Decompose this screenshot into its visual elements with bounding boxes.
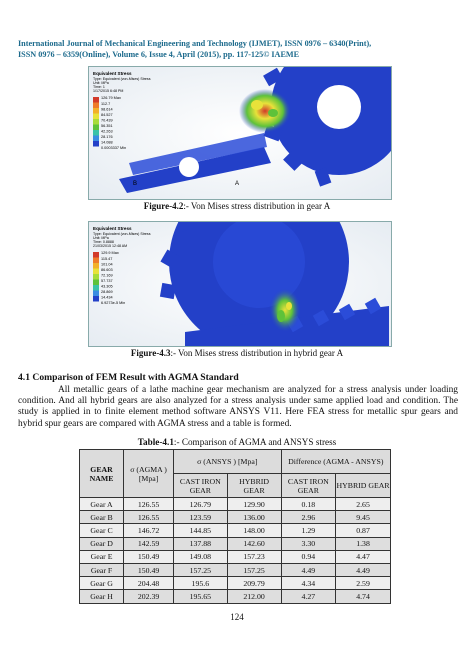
table-row: [80, 577, 391, 590]
table-caption: Table-4.1:- Comparison of AGMA and ANSYS stress: [137, 437, 337, 447]
table-row: [80, 550, 391, 563]
legend-line: 1/17/2015 6:48 PM: [93, 89, 124, 93]
figure-4-3-caption: Figure-4.3:- Von Mises stress distribution in hybrid gear A: [130, 348, 344, 358]
table-cell: 1.38: [336, 537, 391, 550]
table-cell: 3.30: [281, 537, 336, 550]
table-cell: 202.39: [124, 590, 174, 603]
table-cell: 1.29: [281, 524, 336, 537]
table-cell: 4.49: [336, 563, 391, 576]
table-cell: 137.88: [174, 537, 228, 550]
table-cell: Gear G: [80, 577, 124, 590]
svg-text:129.9 Max: 129.9 Max: [101, 251, 119, 255]
section-heading: 4.1 Comparison of FEM Result with AGMA Standard: [18, 372, 239, 383]
stress-contour: [269, 288, 301, 332]
svg-text:70.439: 70.439: [101, 118, 113, 123]
table-cell: 195.65: [174, 590, 228, 603]
table-cell: 0.87: [336, 524, 391, 537]
table-row: [80, 590, 391, 603]
table-cell: 148.00: [227, 524, 281, 537]
header-agma: σ (AGMA ) [Mpa]: [124, 450, 174, 498]
comparison-table: [79, 449, 391, 604]
legend-line: Unit: MPa: [93, 81, 109, 85]
svg-text:126.79 Max: 126.79 Max: [101, 96, 121, 100]
table-cell: 209.79: [227, 577, 281, 590]
svg-text:14.434: 14.434: [101, 295, 113, 300]
table-row: [80, 563, 391, 576]
figure-4-2-image: [88, 66, 392, 200]
table-cell: 146.72: [124, 524, 174, 537]
journal-header: [18, 38, 458, 60]
table-cell: Gear F: [80, 563, 124, 576]
svg-text:86.603: 86.603: [101, 268, 113, 272]
table-cell: 142.59: [124, 537, 174, 550]
header-ansys: σ (ANSYS ) [Mpa]: [174, 450, 282, 474]
table-cell: 157.23: [227, 550, 281, 563]
table-row: [80, 537, 391, 550]
legend-title: Equivalent Stress: [93, 71, 132, 76]
table-cell: 149.08: [174, 550, 228, 563]
legend-line: Time: 0.8888: [93, 240, 114, 244]
table-cell: Gear D: [80, 537, 124, 550]
table-cell: 126.55: [124, 511, 174, 524]
svg-text:43.305: 43.305: [101, 284, 113, 289]
table-cell: Gear B: [80, 511, 124, 524]
table-cell: 129.90: [227, 498, 281, 511]
label-b: B: [133, 181, 138, 187]
table-cell: 4.74: [336, 590, 391, 603]
svg-text:101.04: 101.04: [101, 262, 113, 267]
table-cell: 2.65: [336, 498, 391, 511]
table-cell: 126.55: [124, 498, 174, 511]
table-cell: 4.34: [281, 577, 336, 590]
table-cell: 2.96: [281, 511, 336, 524]
header-cast-iron-diff: CAST IRON GEAR: [281, 474, 336, 498]
legend-title: Equivalent Stress: [93, 226, 132, 231]
svg-text:56.351: 56.351: [101, 124, 113, 128]
table-cell: 136.00: [227, 511, 281, 524]
table-cell: 4.27: [281, 590, 336, 603]
table-cell: 4.49: [281, 563, 336, 576]
table-cell: 126.79: [174, 498, 228, 511]
table-cell: 0.18: [281, 498, 336, 511]
header-difference: Difference (AGMA - ANSYS): [281, 450, 390, 474]
table-cell: Gear C: [80, 524, 124, 537]
svg-text:14.088: 14.088: [101, 140, 113, 145]
svg-text:115.47: 115.47: [101, 257, 113, 261]
table-cell: 9.45: [336, 511, 391, 524]
table-cell: Gear A: [80, 498, 124, 511]
svg-text:112.7: 112.7: [101, 102, 111, 106]
header-hybrid: HYBRID GEAR: [227, 474, 281, 498]
table-cell: 150.49: [124, 550, 174, 563]
legend-line: Type: Equivalent (von-Mises) Stress: [93, 77, 151, 81]
header-hybrid-diff: HYBRID GEAR: [336, 474, 391, 498]
label-a: A: [235, 181, 240, 187]
table-cell: 2.59: [336, 577, 391, 590]
figure-4-3-image: [88, 221, 392, 347]
table-cell: 142.60: [227, 537, 281, 550]
table-cell: 204.48: [124, 577, 174, 590]
table-cell: 0.94: [281, 550, 336, 563]
table-row: [80, 524, 391, 537]
svg-text:57.737: 57.737: [101, 279, 113, 283]
table-cell: 157.25: [227, 563, 281, 576]
legend-line: Type: Equivalent (von-Mises) Stress: [93, 232, 151, 236]
journal-header-line1: International Journal of Mechanical Engineering and Technology (IJMET), ISSN 0976 – 6340(Print),: [18, 39, 372, 48]
table-row: [80, 498, 391, 511]
table-cell: 212.00: [227, 590, 281, 603]
table-cell: 150.49: [124, 563, 174, 576]
svg-text:98.614: 98.614: [101, 107, 113, 112]
page-number: 124: [230, 612, 244, 622]
svg-text:28.176: 28.176: [101, 135, 113, 139]
svg-text:6.9273e-5 Min: 6.9273e-5 Min: [101, 301, 126, 305]
header-gear-name: GEAR NAME: [80, 450, 124, 498]
section-paragraph: All metallic gears of a lathe machine gear mechanism are analyzed for a stress analysis under loading condition. And all hybrid gears are also analyzed for a stress analysis under same applied load and condition. The study is applied in to finite element method software ANSYS V11. Here FEA stress for metallic spur gears and hybrid spur gears are compared with AGMA stress and a table is formed.: [18, 385, 458, 429]
table-cell: 123.59: [174, 511, 228, 524]
svg-text:72.169: 72.169: [101, 273, 113, 278]
header-cast-iron: CAST IRON GEAR: [174, 474, 228, 498]
svg-text:42.263: 42.263: [101, 129, 113, 134]
figure-4-2-caption: Figure-4.2:- Von Mises stress distribution in gear A: [143, 201, 331, 211]
table-cell: Gear H: [80, 590, 124, 603]
table-cell: 157.25: [174, 563, 228, 576]
journal-header-line2: ISSN 0976 – 6359(Online), Volume 6, Issue 4, April (2015), pp. 117-125© IAEME: [18, 50, 300, 59]
table-cell: Gear E: [80, 550, 124, 563]
table-cell: 4.47: [336, 550, 391, 563]
svg-text:84.527: 84.527: [101, 113, 113, 117]
legend-line: Time: 1: [93, 85, 105, 89]
svg-text:28.869: 28.869: [101, 290, 113, 294]
legend-line: 21/03/2015 12:48 AM: [93, 244, 128, 248]
table-cell: 195.6: [174, 577, 228, 590]
legend-line: Unit: MPa: [93, 236, 109, 240]
table-cell: 144.85: [174, 524, 228, 537]
stress-contour: [239, 89, 291, 133]
table-row: [80, 511, 391, 524]
svg-text:0.0003337 Min: 0.0003337 Min: [101, 146, 127, 150]
